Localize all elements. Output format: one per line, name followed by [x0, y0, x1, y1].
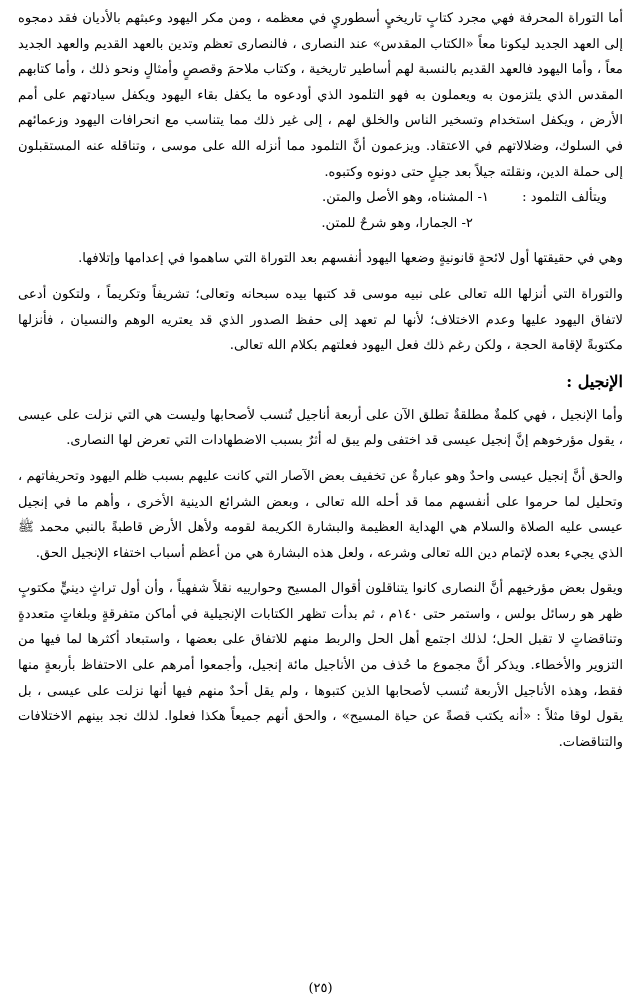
talmud-list-item-gemara: ٢- الجمارا، وهو شرحٌ للمتن.: [321, 215, 473, 231]
paragraph-talmud-legal-code: وهي في حقيقتها أول لائحةٍ قانونيةٍ وضعها اليهود أنفسهم بعد التوراة التي ساهموا في إعدامها وإتلافها.: [78, 251, 623, 267]
paragraph-torah-talmud: أما التوراة المحرفة فهي مجرد كتابٍ تاريخيٍ أسطوريٍ في معظمه ، ومن مكر اليهود وعبثهم بالأديان فقد دمجوه إلى العهد الجديد ليكونا معاً «الكتاب المقدس» عند النصارى ، فالنصارى تعظم وتدين بالعهد القديم والعهد الجديد معاً ، وأما اليهود فالعهد القديم بالنسبة لهم أساطير تاريخية ، وكتاب ملاحمَ وقصصٍ وأمثالٍ ونحو ذلك ، وأما كتابهم المقدس الذي يلتزمون به ويعملون به فهو التلمود الذي أودعوه ما يكفل بقاء اليهود ويكفل سيادتهم على أمم الأرض ، ويكفل استخدام وتسخير الناس والخلق لهم ، إلى غير ذلك مما يتناسب مع انحرافات اليهود وزعمائهم في السلوك، وضلالاتهم في الاعتقاد. ويزعمون أنَّ التلمود مما أنزله الله على موسى ، وتناقله عنه المستقبلون إلى حملة الدين، ونقلته جيلاً بعد جيلٍ حتى دونوه وكتبوه.: [18, 11, 623, 180]
talmud-list-intro: ويتألف التلمود :: [522, 190, 607, 206]
paragraph-injil-truth: والحق أنَّ إنجيل عيسى واحدٌ وهو عبارةٌ عن تخفيف بعض الآصار التي كانت عليهم بسبب ظلم اليهود وتحريفاتهم ، وتحليل لما حرموا على أنفسهم مما قد أحله الله تعالى ، وبعض الشرائع الدينية الأخرى ، وأهم ما في إنجيل عيسى عليه الصلاة والسلام هي الهداية العظيمة والبشارة الكريمة لقومه ولأهل الأرض قاطبةً بالنبي محمد ﷺ الذي يجيء بعده لإتمام دين الله تعالى وشرعه ، ولعل هذه البشارة هي من أعظم أسباب اختفاء الإنجيل الحق.: [18, 468, 623, 561]
section-heading-injil: الإنجيل :: [566, 371, 623, 391]
talmud-list-item-mishnah: ١- المشناه، وهو الأصل والمتن.: [322, 190, 489, 206]
page-number: (٢٥): [308, 981, 333, 996]
talmud-components-list: [18, 185, 623, 236]
book-page: [18, 6, 623, 964]
paragraph-torah-written: والتوراة التي أنزلها الله تعالى على نبيه موسى قد كتبها بيده سبحانه وتعالى؛ تشريفاً وتكريماً ، ولتكون أدعى لاتفاق اليهود عليها وعدم الاختلاف؛ لأنها لم تعهد إلى حفظ الصدور الذي قد يعتريه الوهم والنسيان ، فأنزلها مكتوبةً لإقامة الحجة ، ولكن رغم ذلك فعل اليهود فعلتهم بكلام الله تعالى.: [18, 286, 623, 354]
paragraph-injil-history: ويقول بعض مؤرخيهم أنَّ النصارى كانوا يتناقلون أقوال المسيح وحوارييه نقلاً شفهياً ، وأن أول تراثٍ دينيٍّ مكتوبٍ ظهر هو رسائل بولس ، واستمر حتى ١٤٠م ، ثم بدأت تظهر الكتابات الإنجيلية في أماكن متفرقةٍ وبلغاتٍ متعددةٍ وتناقضاتٍ لا تقبل الحل؛ لذلك اجتمع أهل الحل والربط منهم للاتفاق على بعضها ، واستبعاد أكثرها لما فيها من التزوير والأخطاء. ويذكر أنَّ مجموع ما حُذف من الأناجيل مائة إنجيل، وأجمعوا أمرهم على الاحتفاظ بأربعةٍ منها فقط، وهذه الأناجيل الأربعة تُنسب لأصحابها الذين كتبوها ، ولم يقل أحدٌ منهم فيها أنها نزلت على عيسى ، بل يقول لوقا مثلاً : «أنه يكتب قصةً عن حياة المسيح» ، والحق أنهم جميعاً هكذا فعلوا. لذلك نجد بينهم الاختلافات والتناقضات.: [18, 581, 624, 750]
paragraph-injil-definition: وأما الإنجيل ، فهي كلمةٌ مطلقةٌ تطلق الآن على أربعة أناجيل تُنسب لأصحابها وليست هي التي نزلت على عيسى ، يقول مؤرخوهم إنَّ إنجيل عيسى قد اختفى ولم يبق له أثرٌ بسبب الاضطهادات التي تعرض لها النصارى.: [18, 407, 623, 449]
talmud-list-first-line: [18, 185, 623, 211]
